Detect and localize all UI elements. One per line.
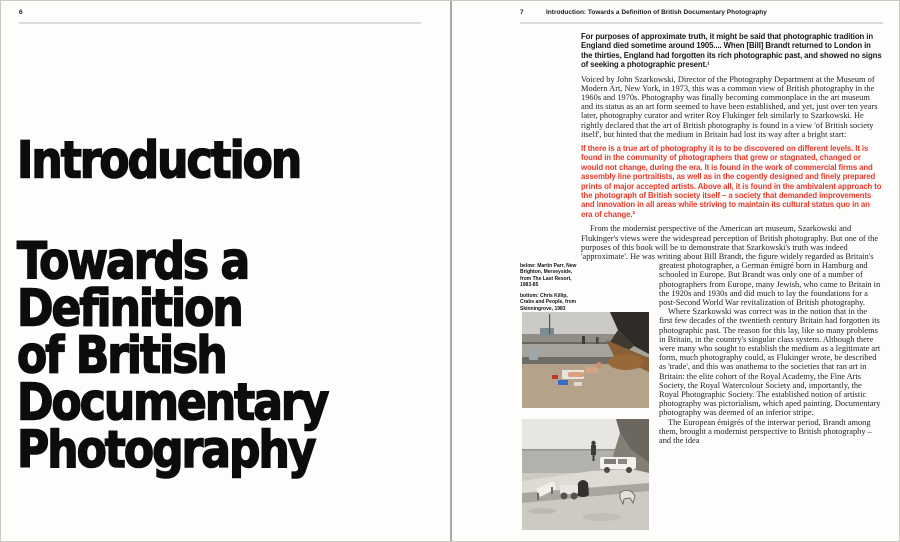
- text-wrap-column: [659, 261, 882, 445]
- caption-below: below: Martin Parr, New Brighton, Merseyside, from The Last Resort, 1983-85: [520, 263, 577, 288]
- right-header-rule: [520, 22, 883, 24]
- caption-bottom: bottom: Chris Killip, Crabs and People, from Skinningrove, 1983: [520, 293, 577, 312]
- subtitle-line: Towards a: [17, 232, 249, 291]
- chapter-subtitle: [17, 232, 328, 480]
- photo-martin-parr-last-resort: [522, 312, 649, 408]
- left-page: [1, 1, 451, 542]
- opening-quote: For purposes of approximate truth, it might be said that photographic tradition in England died sometime around 1905.... When [Bill] Brandt returned to London in the thirties, England had forgotten its rich photographic past, and showed no signs of seeking a photographic present.¹: [581, 32, 882, 70]
- running-head: Introduction: Towards a Definition of British Documentary Photography: [546, 9, 767, 16]
- paragraph-1: Voiced by John Szarkowski, Director of the Photography Department at the Museum of Modern Art, New York, in 1973, this was a common view of British photography in the 1960s and 1970s. Photography was finally becoming commonplace in the art museum and its status as an art form seemed to have been established, and yet, just over ten years later, photography curator and writer Roy Flukinger felt similarly to Szarkowski. He rightly declared that the art of British photography is found in a view 'of British society itself', but hinted that the medium in Britain had lost its way after a bright start:: [581, 74, 878, 139]
- paragraph-2-full-width: From the modernist perspective of the American art museum, Szarkowski and Flukinger's views were the widespread perception of British photography. But one of the purposes of this book will be to demonstrate that Szarkowski's truth was indeed 'approximate'. He was writing about Bill Brandt, the figure widely regarded as Britain's: [581, 224, 879, 261]
- subtitle-line: of British: [17, 326, 226, 386]
- left-page-number: 6: [19, 9, 23, 16]
- right-page: [451, 1, 900, 542]
- right-page-number: 7: [520, 9, 524, 16]
- paragraph-4: The European émigrés of the interwar period, Brandt among them, brought a modernist perspective to British photography – and the idea: [659, 417, 872, 445]
- paragraph-2-wrapped: greatest photographer, a German émigré born in Hamburg and schooled in Europe. But Brandt was only one of a number of photographers from Europe, many Jewish, who came to Britain in the 1920s and 1930s and did much to lay the foundations for a post-Second World War revitalization of British photography.: [659, 261, 881, 307]
- photo-chris-killip-skinningrove: [522, 419, 649, 530]
- left-header-rule: [19, 22, 421, 24]
- pull-quote-red: If there is a true art of photography it is to be discovered on different levels. It is found in the community of photographers that grew or stagnated, changed or would not change, during the era. It is found in the work of commercial firms and assembly line portraitists, as well as in the cogently designed and finely prepared prints of major accepted artists. Above all, it is found in the ambivalent approach to the photograph of British society itself – a society that demanded improvements and innovation in all areas while striving to maintain its cultural status quo in an era of change.²: [581, 144, 882, 219]
- subtitle-line: Definition: [17, 279, 242, 339]
- parr-photo-illustration: [522, 312, 649, 408]
- chapter-title: Introduction: [17, 131, 301, 190]
- paragraph-3: Where Szarkowski was correct was in the notion that in the first few decades of the twentieth century Britain had forgotten its photographic past. The reason for this lay, like so many problems in Britain, in the country's singular class system. Although there were many who sought to establish the medium as a legitimate art form, much photography could, as Flukinger wrote, be described as 'trade', and this was anathema to the societies that ran art in Britain: the elite cohort of the Royal Academy, the Fine Arts Society, the Royal Watercolour Society and, importantly, the Royal Photographic Society. The established notion of artistic photography was pictorialism, which aped painting. Documentary photography was deemed of an inferior stripe.: [659, 307, 881, 418]
- killip-photo-illustration: [522, 419, 649, 530]
- photo-captions: [520, 263, 578, 317]
- subtitle-line: Documentary: [17, 373, 328, 433]
- subtitle-line: Photography: [17, 420, 315, 480]
